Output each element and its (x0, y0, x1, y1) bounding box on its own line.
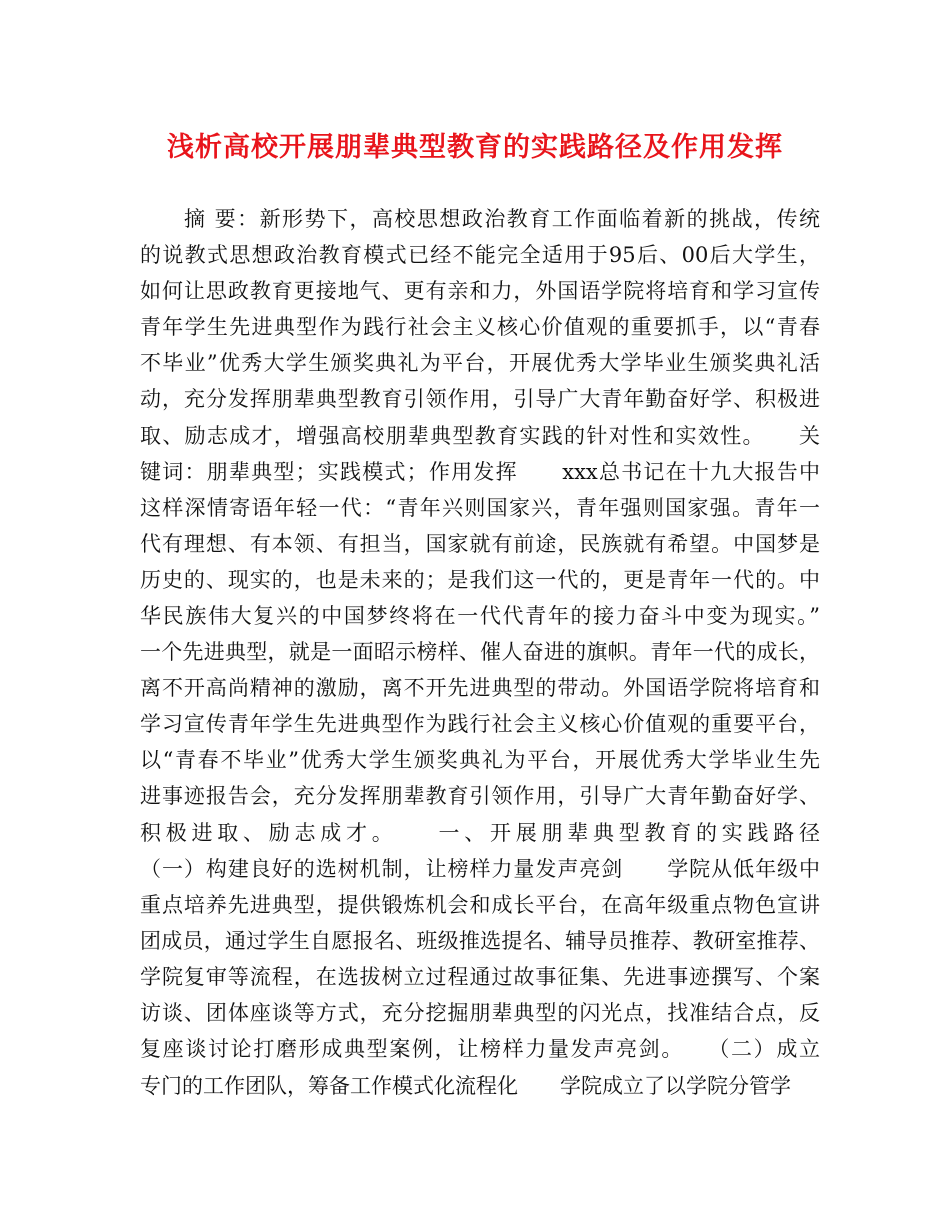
paragraph-line: 不毕业”优秀大学生颁奖典礼为平台，开展优秀大学毕业生颁奖典礼活 (140, 351, 820, 375)
paragraph-line: 青年学生先进典型作为践行社会主义核心价值观的重要抓手，以“青春 (140, 315, 820, 339)
paragraph-line: 重点培养先进典型，提供锻炼机会和成长平台，在高年级重点物色宣讲 (140, 893, 820, 917)
paragraph-line: 华民族伟大复兴的中国梦终将在一代代青年的接力奋斗中变为现实。” (140, 604, 820, 628)
paragraph-line: 积极进取、励志成才。 一、开展朋辈典型教育的实践路径 (140, 821, 820, 845)
paragraph-line: 访谈、团体座谈等方式，充分挖掘朋辈典型的闪光点，找准结合点，反 (140, 1001, 820, 1025)
paragraph-line: 进事迹报告会，充分发挥朋辈教育引领作用，引导广大青年勤奋好学、 (140, 784, 820, 808)
paragraph-line: 专门的工作团队，筹备工作模式化流程化 学院成立了以学院分管学 (140, 1074, 791, 1098)
document-title: 浅析高校开展朋辈典型教育的实践路径及作用发挥 (167, 132, 783, 163)
paragraph-line: 的说教式思想政治教育模式已经不能完全适用于95后、00后大学生， (140, 243, 820, 267)
paragraph-line: 离不开高尚精神的激励，离不开先进典型的带动。外国语学院将培育和 (140, 676, 820, 700)
paragraph-line: 一个先进典型，就是一面昭示榜样、催人奋进的旗帜。青年一代的成长， (140, 640, 820, 664)
paragraph-line: （一）构建良好的选树机制，让榜样力量发声亮剑 学院从低年级中 (140, 857, 820, 881)
paragraph-line: 学习宣传青年学生先进典型作为践行社会主义核心价值观的重要平台， (140, 712, 820, 736)
paragraph-line: 这样深情寄语年轻一代：“青年兴则国家兴，青年强则国家强。青年一 (140, 496, 820, 520)
paragraph-line: 历史的、现实的，也是未来的；是我们这一代的，更是青年一代的。中 (140, 568, 820, 592)
paragraph-line: 键词：朋辈典型；实践模式；作用发挥 xxx总书记在十九大报告中 (140, 460, 820, 484)
paragraph-line: 如何让思政教育更接地气、更有亲和力，外国语学院将培育和学习宣传 (140, 279, 820, 303)
paragraph-line: 团成员，通过学生自愿报名、班级推选提名、辅导员推荐、教研室推荐、 (140, 929, 820, 953)
paragraph-line: 学院复审等流程，在选拔树立过程通过故事征集、先进事迹撰写、个案 (140, 965, 820, 989)
paragraph-line: 复座谈讨论打磨形成典型案例，让榜样力量发声亮剑。 （二）成立 (140, 1037, 820, 1061)
paragraph-line: 以“青春不毕业”优秀大学生颁奖典礼为平台，开展优秀大学毕业生先 (140, 748, 820, 772)
paragraph-line: 代有理想、有本领、有担当，国家就有前途，民族就有希望。中国梦是 (140, 532, 820, 556)
paragraph-line: 动，充分发挥朋辈典型教育引领作用，引导广大青年勤奋好学、积极进 (140, 387, 820, 411)
paragraph-line: 摘 要：新形势下，高校思想政治教育工作面临着新的挑战，传统 (184, 207, 820, 231)
paragraph-line: 取、励志成才，增强高校朋辈典型教育实践的针对性和实效性。 关 (140, 424, 820, 448)
